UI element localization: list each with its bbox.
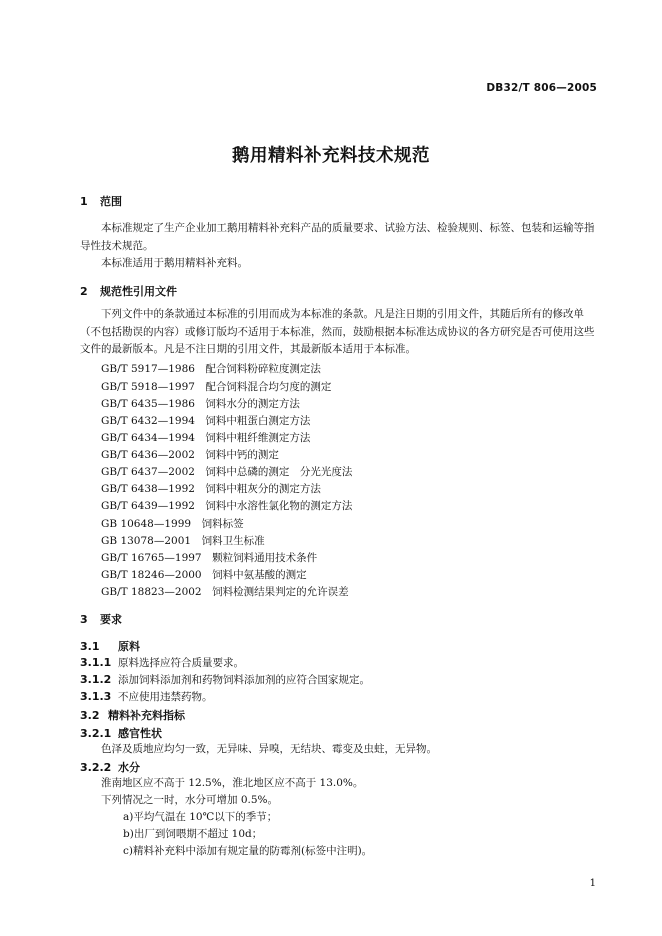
- clause-number: 3.1.1: [80, 656, 112, 669]
- clause-number: 3.2.1: [80, 727, 112, 740]
- clause-text: 原料选择应符合质量要求。: [118, 657, 244, 669]
- scope-paragraph-1: 本标准规定了生产企业加工鹅用精料补充料产品的质量要求、试验方法、检验规则、标签、包装和运输等指导性技术规范。: [80, 222, 595, 252]
- section-number: 1: [80, 195, 88, 208]
- section-title: 要求: [100, 613, 122, 626]
- reference-item: GB/T 6437—2002 饲料中总磷的测定 分光光度法: [101, 466, 353, 478]
- section-3-heading: [80, 611, 122, 627]
- clause-text: 添加饲料添加剂和药物饲料添加剂的应符合国家规定。: [118, 674, 370, 686]
- reference-item: GB/T 18246—2000 饲料中氨基酸的测定: [101, 569, 307, 581]
- references-intro: 下列文件中的条款通过本标准的引用而成为本标准的条款。凡是注日期的引用文件，其随后所有的修改单（不包括勘误的内容）或修订版均不适用于本标准，然而，鼓励根据本标准达成协议的各方研究是否可使用这些文件的最新版本。凡是不注日期的引用文件，其最新版本适用于本标准。: [80, 308, 595, 355]
- reference-item: GB/T 6436—2002 饲料中钙的测定: [101, 449, 279, 461]
- reference-item: GB/T 6438—1992 饲料中粗灰分的测定方法: [101, 483, 321, 495]
- document-title: 鹅用精料补充料技术规范: [232, 146, 430, 166]
- section-2-heading: [80, 283, 177, 299]
- subsection-number: 3.1: [80, 640, 100, 653]
- reference-item: GB/T 6439—1992 饲料中水溶性氯化物的测定方法: [101, 500, 353, 512]
- section-number: 2: [80, 285, 88, 298]
- reference-item: GB/T 6432—1994 饲料中粗蛋白测定方法: [101, 415, 311, 427]
- subsection-title: 精料补充料指标: [108, 709, 185, 722]
- reference-item: GB/T 6435—1986 饲料水分的测定方法: [101, 398, 300, 410]
- clause-3-1-1: [80, 654, 244, 672]
- clause-number: 3.2.2: [80, 761, 112, 774]
- section-number: 3: [80, 613, 88, 626]
- moisture-exception-item: a)平均气温在 10℃以下的季节；: [123, 811, 278, 823]
- sensory-requirement-text: 色泽及质地应均匀一致，无异味、异嗅，无结块、霉变及虫蛀，无异物。: [101, 743, 437, 755]
- clause-number: 3.1.2: [80, 673, 112, 686]
- reference-item: GB/T 16765—1997 颗粒饲料通用技术条件: [101, 552, 318, 564]
- clause-3-2-2-heading: [80, 759, 140, 775]
- subsection-number: 3.2: [80, 709, 100, 722]
- subsection-3-2-heading: [80, 707, 185, 723]
- reference-item: GB/T 18823—2002 饲料检测结果判定的允许误差: [101, 586, 349, 598]
- reference-item: GB/T 5917—1986 配合饲料粉碎粒度测定法: [101, 363, 321, 375]
- reference-item: GB/T 5918—1997 配合饲料混合均匀度的测定: [101, 381, 332, 393]
- clause-title: 感官性状: [118, 727, 162, 740]
- clause-number: 3.1.3: [80, 690, 112, 703]
- reference-item: GB 10648—1999 饲料标签: [101, 518, 244, 530]
- subsection-title: 原料: [118, 640, 140, 653]
- scope-paragraph-2: 本标准适用于鹅用精料补充料。: [101, 257, 248, 269]
- clause-title: 水分: [118, 761, 140, 774]
- page-number: 1: [589, 878, 596, 889]
- section-1-heading: [80, 193, 122, 209]
- moisture-exception-intro: 下列情况之一时，水分可增加 0.5%。: [101, 794, 279, 806]
- section-title: 规范性引用文件: [100, 285, 177, 298]
- clause-text: 不应使用违禁药物。: [118, 691, 213, 703]
- reference-item: GB/T 6434—1994 饲料中粗纤维测定方法: [101, 432, 311, 444]
- moisture-exception-item: b)出厂到饲喂期不超过 10d；: [123, 828, 263, 840]
- moisture-requirement-text: 淮南地区应不高于 12.5%，淮北地区应不高于 13.0%。: [101, 777, 364, 789]
- subsection-3-1-heading: [80, 638, 140, 654]
- clause-3-2-1-heading: [80, 725, 162, 741]
- section-title: 范围: [100, 195, 122, 208]
- clause-3-1-2: [80, 671, 370, 689]
- reference-item: GB 13078—2001 饲料卫生标准: [101, 535, 265, 547]
- document-code: DB32/T 806—2005: [486, 82, 597, 94]
- clause-3-1-3: [80, 688, 213, 706]
- moisture-exception-item: c)精料补充料中添加有规定量的防霉剂(标签中注明)。: [123, 845, 373, 857]
